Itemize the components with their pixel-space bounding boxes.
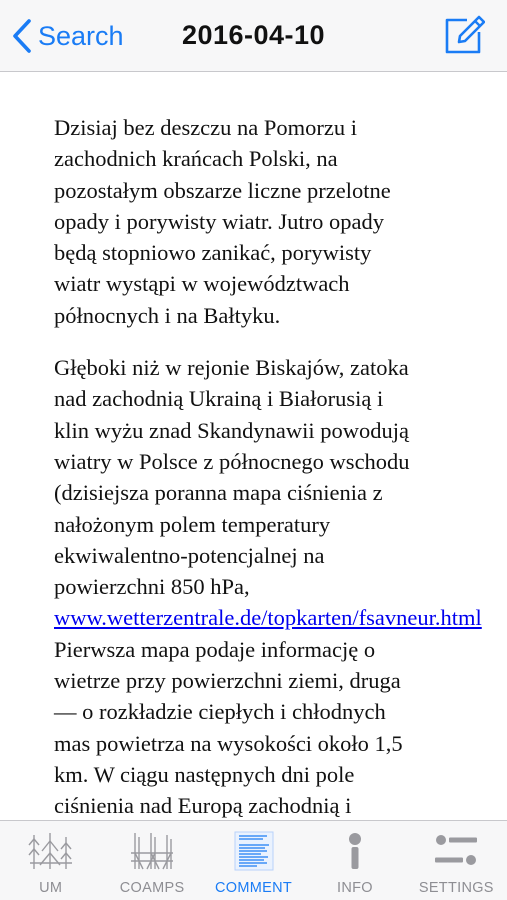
back-button-label: Search [38,20,124,51]
tab-comment[interactable] [203,821,304,900]
um-icon [28,831,74,871]
paragraph-2-continuation: Pierwsza mapa podaje informację o wietrze przy powierzchni ziemi, druga — o rozkładzie ciepłych i chłodnych mas powietrza na wysokości około 1,5 km. W ciągu następnych dni pole ciśnienia nad Europą zachodnią i [54,636,403,819]
back-button[interactable] [12,18,124,54]
chevron-left-icon [12,19,32,53]
paragraph-2 [54,352,507,820]
tab-comment-label: COMMENT [215,880,293,896]
tab-bar [0,820,507,900]
tab-coamps[interactable] [101,821,202,900]
tab-settings[interactable] [406,821,507,900]
coamps-icon [129,831,175,871]
tab-um[interactable] [0,821,101,900]
tab-settings-label: SETTINGS [418,880,494,896]
wetterzentrale-link[interactable]: www.wetterzentrale.de/topkarten/fsavneur.html [54,605,482,631]
paragraph-1: Dzisiaj bez deszczu na Pomorzu i zachodnich krańcach Polski, na pozostałym obszarze liczne przelotne opady i porywisty wiatr. Jutro opady będą stopniowo zanikać, porywisty wiatr wystąpi w województwach północnych i na Bałtyku. [54,115,391,328]
navigation-bar [0,0,507,72]
comment-icon [231,831,277,871]
settings-icon [433,831,479,871]
tab-um-label: UM [39,880,63,896]
comment-text [54,112,507,820]
paragraph-2-text: Głęboki niż w rejonie Biskajów, zatoka nad zachodnią Ukrainą i Białorusią i klin wyżu znad Skandynawii powodują wiatry w Polsce z północnego wschodu (dzisiejsza poranna mapa ciśnienia z nałożonym polem temperatury ekwiwalentno-potencjalnej na powierzchni 850 hPa, [54,355,410,600]
compose-icon [443,14,485,56]
compose-button[interactable] [443,14,485,56]
tab-coamps-label: COAMPS [119,880,185,896]
info-icon [332,831,378,871]
page-title: 2016-04-10 [181,20,326,50]
tab-info-label: INFO [337,880,373,896]
comment-content[interactable] [0,72,507,820]
tab-info[interactable] [304,821,405,900]
